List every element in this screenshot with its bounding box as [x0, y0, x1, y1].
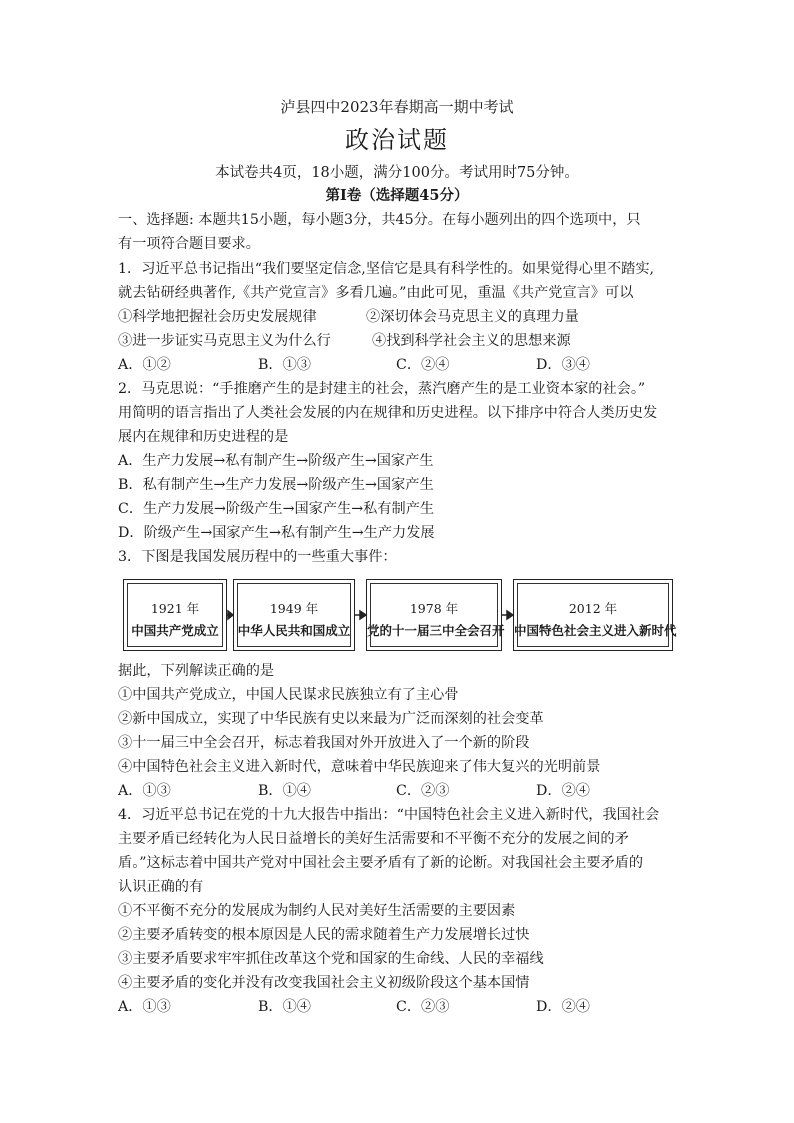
q1-choice-a: A．①②	[118, 357, 171, 373]
q3-item-3: ③十一届三中全会召开，标志着我国对外开放进入了一个新的阶段	[118, 735, 530, 751]
instructions-line-2: 有一项符合题目要求。	[118, 236, 260, 252]
q4-choice-a: A．①③	[118, 999, 171, 1015]
q3-choice-d: D．②④	[536, 783, 590, 799]
q3-choice-a: A．①③	[118, 783, 171, 799]
q1-item-4: ④找到科学社会主义的思想来源	[372, 333, 571, 349]
q4-choice-c: C．②③	[396, 999, 450, 1015]
q2-stem-line-2: 用简明的语言指出了人类社会发展的内在规律和历史进程。以下排序中符合人类历史发	[118, 405, 658, 421]
exam-info: 本试卷共4页，18小题，满分100分。考试用时75分钟。	[215, 165, 579, 181]
q2-choice-d: D．阶级产生→国家产生→私有制产生→生产力发展	[118, 525, 435, 541]
q1-item-1: ①科学地把握社会历史发展规律	[118, 309, 317, 325]
q3-stem: 3．下图是我国发展历程中的一些重大事件：	[118, 549, 397, 565]
q3-item-4: ④中国特色社会主义进入新时代，意味着中华民族迎来了伟大复兴的光明前景	[118, 759, 601, 775]
q3-item-2: ②新中国成立，实现了中华民族有史以来最为广泛而深刻的社会变革	[118, 711, 544, 727]
flow-event: 中国共产党成立	[131, 623, 219, 638]
q4-stem-line-4: 认识正确的有	[118, 879, 204, 895]
part-title: 第Ⅰ卷（选择题45分）	[325, 187, 469, 204]
flow-event: 党的十一届三中全会召开	[367, 623, 505, 638]
q1-choice-c: C．②④	[396, 357, 450, 373]
q4-item-3: ③主要矛盾要求牢牢抓住改革这个党和国家的生命线、人民的幸福线	[118, 951, 544, 967]
q4-item-2: ②主要矛盾转变的根本原因是人民的需求随着生产力发展增长过快	[118, 927, 530, 943]
flow-event: 中国特色社会主义进入新时代	[514, 623, 677, 638]
instructions-line-1: 一、选择题: 本题共15小题，每小题3分，共45分。在每小题列出的四个选项中，只	[118, 212, 641, 228]
q4-stem-line-1: 4．习近平总书记在党的十九大报告中指出：“中国特色社会主义进入新时代，我国社会	[118, 807, 660, 823]
q4-stem-line-2: 主要矛盾已经转化为人民日益增长的美好生活需要和不平衡不充分的发展之间的矛	[118, 831, 629, 847]
q1-choice-b: B．①③	[258, 357, 311, 373]
q3-lead: 据此，下列解读正确的是	[118, 663, 275, 679]
q2-choice-c: C．生产力发展→阶级产生→国家产生→私有制产生	[118, 501, 435, 517]
q4-item-4: ④主要矛盾的变化并没有改变我国社会主义初级阶段这个基本国情	[118, 975, 530, 991]
q2-choice-a: A．生产力发展→私有制产生→阶级产生→国家产生	[118, 453, 434, 469]
flow-year: 1949 年	[269, 601, 319, 616]
q4-stem-line-3: 盾。”这标志着中国共产党对中国社会主要矛盾有了新的论断。对我国社会主要矛盾的	[118, 855, 644, 871]
q4-choice-d: D．②④	[536, 999, 590, 1015]
q4-item-1: ①不平衡不充分的发展成为制约人民对美好生活需要的主要因素	[118, 903, 516, 919]
flow-arrows	[120, 576, 676, 656]
q2-stem-line-3: 展内在规律和历史进程的是	[118, 429, 289, 445]
flow-event: 中华人民共和国成立	[237, 623, 351, 638]
q2-stem-line-1: 2．马克思说：“手推磨产生的是封建主的社会，蒸汽磨产生的是工业资本家的社会。”	[118, 381, 646, 397]
flow-year: 1921 年	[150, 601, 200, 616]
flow-year: 2012 年	[568, 601, 618, 616]
q1-stem-line-1: 1．习近平总书记指出“我们要坚定信念,坚信它是具有科学性的。如果觉得心里不踏实,	[118, 261, 655, 277]
history-flowchart	[120, 576, 676, 656]
q2-choice-b: B．私有制产生→生产力发展→阶级产生→国家产生	[118, 477, 434, 493]
q1-stem-line-2: 就去钻研经典著作,《共产党宣言》多看几遍。”由此可见，重温《共产党宣言》可以	[118, 285, 634, 301]
q4-choice-b: B．①④	[258, 999, 311, 1015]
q1-choice-d: D．③④	[536, 357, 590, 373]
school-exam-title: 泸县四中2023年春期高一期中考试	[280, 98, 514, 116]
subject-title: 政治试题	[345, 126, 449, 154]
flow-year: 1978 年	[409, 601, 459, 616]
q3-choice-c: C．②③	[396, 783, 450, 799]
q3-choice-b: B．①④	[258, 783, 311, 799]
q1-item-3: ③进一步证实马克思主义为什么行	[118, 333, 331, 349]
q1-item-2: ②深切体会马克思主义的真理力量	[366, 309, 579, 325]
q3-item-1: ①中国共产党成立，中国人民谋求民族独立有了主心骨	[118, 687, 459, 703]
